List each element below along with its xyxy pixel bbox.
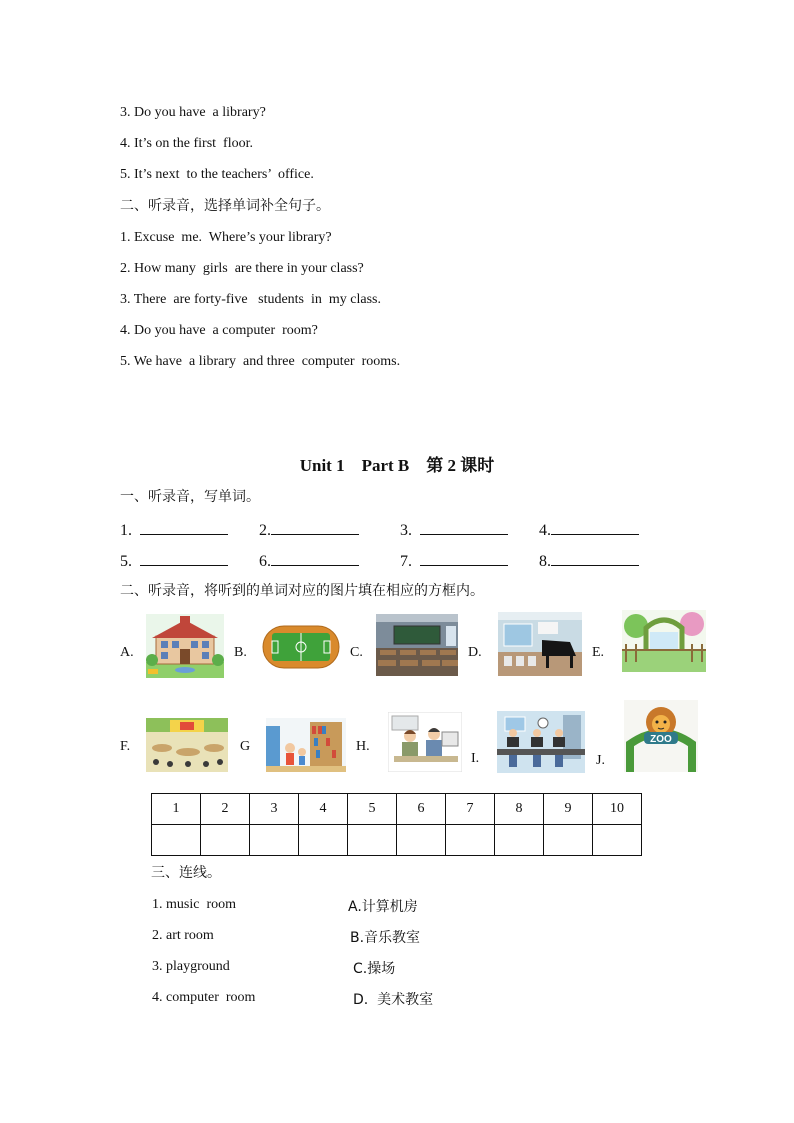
answer-table-header: 4	[299, 794, 348, 825]
computer-room-image	[497, 711, 585, 773]
answer-table	[151, 793, 642, 856]
blank-1[interactable]	[120, 520, 228, 540]
review-line-3: 3. Do you have a library?	[120, 105, 266, 120]
part1-heading: 一、听录音，写单词。	[120, 489, 260, 505]
part3-heading: 三、连线。	[151, 865, 221, 881]
picture-label-c: C.	[350, 645, 363, 660]
blank-6[interactable]	[259, 551, 359, 571]
answer-table-header: 10	[593, 794, 642, 825]
lesson-title: Unit 1 Part B 第 2 课时	[299, 456, 495, 475]
teachers-office-image	[388, 712, 462, 772]
picture-label-a: A.	[120, 645, 134, 660]
blank-number: 7.	[400, 553, 412, 570]
blank-number: 5.	[120, 553, 132, 570]
answer-cell[interactable]	[397, 825, 446, 856]
match-left-2[interactable]: 2. art room	[152, 928, 214, 943]
library-image	[266, 718, 346, 772]
answer-table-header: 7	[446, 794, 495, 825]
picture-label-h: H.	[356, 739, 370, 754]
picture-label-f: F.	[120, 739, 131, 754]
picture-label-i: I.	[471, 751, 480, 766]
answer-cell[interactable]	[446, 825, 495, 856]
blank-number: 4.	[539, 522, 551, 539]
section2-line-1: 1. Excuse me. Where’s your library?	[120, 230, 332, 245]
review-line-5: 5. It’s next to the teachers’ office.	[120, 167, 314, 182]
answer-cell[interactable]	[201, 825, 250, 856]
section2-line-4: 4. Do you have a computer room?	[120, 323, 318, 338]
match-left-3[interactable]: 3. playground	[152, 959, 230, 974]
answer-table-header: 6	[397, 794, 446, 825]
school-building-image	[146, 614, 224, 678]
answer-cell[interactable]	[348, 825, 397, 856]
answer-cell[interactable]	[593, 825, 642, 856]
picture-label-d: D.	[468, 645, 482, 660]
blank-number: 3.	[400, 522, 412, 539]
picture-label-e: E.	[592, 645, 605, 660]
match-left-4[interactable]: 4. computer room	[152, 990, 256, 1005]
match-right-d[interactable]: D. 美术教室	[353, 992, 434, 1008]
answer-table-header: 1	[152, 794, 201, 825]
answer-cell[interactable]	[250, 825, 299, 856]
zoo-sign-text: ZOO	[650, 734, 672, 745]
picture-label-j: J.	[596, 753, 605, 768]
match-right-a[interactable]: A.计算机房	[348, 899, 418, 915]
section2-heading: 二、听录音，选择单词补全句子。	[120, 198, 330, 214]
art-room-image	[146, 718, 228, 772]
zoo-image	[624, 700, 698, 772]
answer-table-header: 2	[201, 794, 250, 825]
classroom-image	[376, 614, 458, 676]
playground-image	[262, 625, 340, 669]
blank-2[interactable]	[259, 520, 359, 540]
blank-number: 6.	[259, 553, 271, 570]
part2-heading: 二、听录音，将听到的单词对应的图片填在相应的方框内。	[120, 583, 484, 599]
blank-7[interactable]	[400, 551, 508, 571]
picture-label-g: G	[240, 739, 251, 754]
section2-line-2: 2. How many girls are there in your class?	[120, 261, 364, 276]
match-left-1[interactable]: 1. music room	[152, 897, 236, 912]
blank-4[interactable]	[539, 520, 639, 540]
answer-table-input-row	[152, 825, 642, 856]
answer-table-header: 8	[495, 794, 544, 825]
blank-5[interactable]	[120, 551, 228, 571]
review-line-4: 4. It’s on the first floor.	[120, 136, 253, 151]
answer-cell[interactable]	[544, 825, 593, 856]
section2-line-5: 5. We have a library and three computer rooms.	[120, 354, 401, 369]
music-room-image	[498, 612, 582, 676]
picture-label-b: B.	[234, 645, 247, 660]
answer-table-header: 3	[250, 794, 299, 825]
answer-cell[interactable]	[495, 825, 544, 856]
blank-number: 1.	[120, 522, 132, 539]
answer-cell[interactable]	[299, 825, 348, 856]
blank-number: 8.	[539, 553, 551, 570]
match-right-b[interactable]: B.音乐教室	[350, 930, 421, 946]
blank-8[interactable]	[539, 551, 639, 571]
answer-table-header-row	[152, 794, 642, 825]
blank-number: 2.	[259, 522, 271, 539]
answer-table-header: 5	[348, 794, 397, 825]
section2-line-3: 3. There are forty-five students in my class.	[120, 292, 382, 307]
answer-table-header: 9	[544, 794, 593, 825]
match-right-c[interactable]: C.操场	[353, 961, 396, 977]
blank-3[interactable]	[400, 520, 508, 540]
answer-cell[interactable]	[152, 825, 201, 856]
garden-image	[622, 610, 706, 672]
